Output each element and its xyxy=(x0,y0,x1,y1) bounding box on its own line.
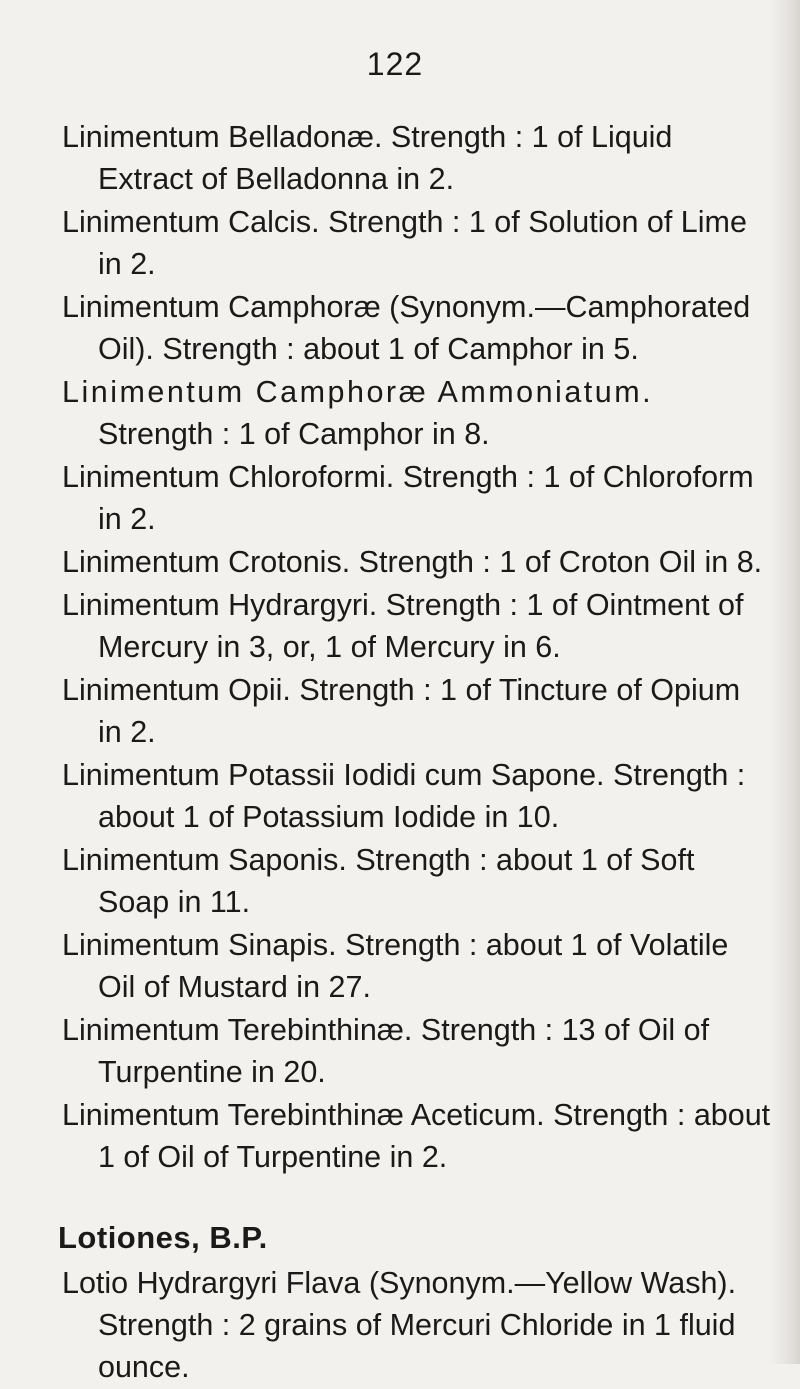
entry-name: Linimentum Chloroformi. xyxy=(62,460,395,494)
entry-name: Linimentum Terebinthinæ. xyxy=(62,1013,413,1047)
list-item xyxy=(62,371,772,455)
entry-name: Linimentum Crotonis. xyxy=(62,545,351,579)
entry-detail: Strength : 1 of Croton Oil in 8. xyxy=(358,545,763,579)
entry-name: Linimentum Sinapis. xyxy=(62,928,337,962)
entry-detail: Strength : about 1 of Volatile Oil of Mustard in 27. xyxy=(98,928,729,1004)
list-item xyxy=(62,201,772,285)
entry-name: Lotio Hydrargyri Flava xyxy=(62,1266,361,1300)
list-item xyxy=(62,286,772,370)
entry-detail: Strength : 1 of Camphor in 8. xyxy=(98,417,490,451)
entry-name: Linimentum Camphoræ Ammoniatum. xyxy=(62,375,654,409)
entry-name: Linimentum Saponis. xyxy=(62,843,347,877)
list-item xyxy=(62,541,772,583)
entry-detail: Strength : about 1 of Soft Soap in 11. xyxy=(98,843,695,919)
liniment-list xyxy=(62,116,772,1179)
lotion-list xyxy=(62,1262,772,1389)
entry-detail: Strength : 1 of Tincture of Opium in 2. xyxy=(98,673,741,749)
list-item xyxy=(62,924,772,1008)
list-item xyxy=(62,456,772,540)
entry-detail: (Synonym.—Yellow Wash). Strength : 2 grains of Mercuri Chloride in 1 fluid ounce. xyxy=(98,1266,737,1384)
entry-detail: Strength : 1 of Liquid Extract of Belladonna in 2. xyxy=(98,120,673,196)
list-item xyxy=(62,1262,772,1388)
entry-name: Linimentum Camphoræ xyxy=(62,290,381,324)
list-item xyxy=(62,839,772,923)
entry-name: Linimentum Opii. xyxy=(62,673,291,707)
entry-detail: Strength : 1 of Ointment of Mercury in 3, or, 1 of Mercury in 6. xyxy=(98,588,744,664)
entry-name: Linimentum Calcis. xyxy=(62,205,320,239)
list-item xyxy=(62,669,772,753)
entry-detail: (Synonym.—Camphorated Oil). Strength : about 1 of Camphor in 5. xyxy=(98,290,751,366)
list-item xyxy=(62,116,772,200)
entry-detail: Strength : 13 of Oil of Turpentine in 20. xyxy=(98,1013,710,1089)
entry-detail: Strength : 1 of Solution of Lime in 2. xyxy=(98,205,747,281)
entry-detail: Strength : 1 of Chloroform in 2. xyxy=(98,460,754,536)
entry-name: Linimentum Potassii Iodidi cum Sapone. xyxy=(62,758,605,792)
list-item xyxy=(62,584,772,668)
entry-detail: Strength : about 1 of Potassium Iodide in 10. xyxy=(98,758,746,834)
list-item xyxy=(62,1094,772,1178)
section-heading: Lotiones, B.P. xyxy=(58,1220,268,1255)
entry-detail: Strength : about 1 of Oil of Turpentine in 2. xyxy=(98,1098,771,1174)
page-number: 122 xyxy=(366,46,424,82)
entry-name: Linimentum Belladonæ. xyxy=(62,120,383,154)
entry-name: Linimentum Terebinthinæ Aceticum. xyxy=(62,1098,545,1132)
list-item xyxy=(62,754,772,838)
entry-name: Linimentum Hydrargyri. xyxy=(62,588,378,622)
list-item xyxy=(62,1009,772,1093)
